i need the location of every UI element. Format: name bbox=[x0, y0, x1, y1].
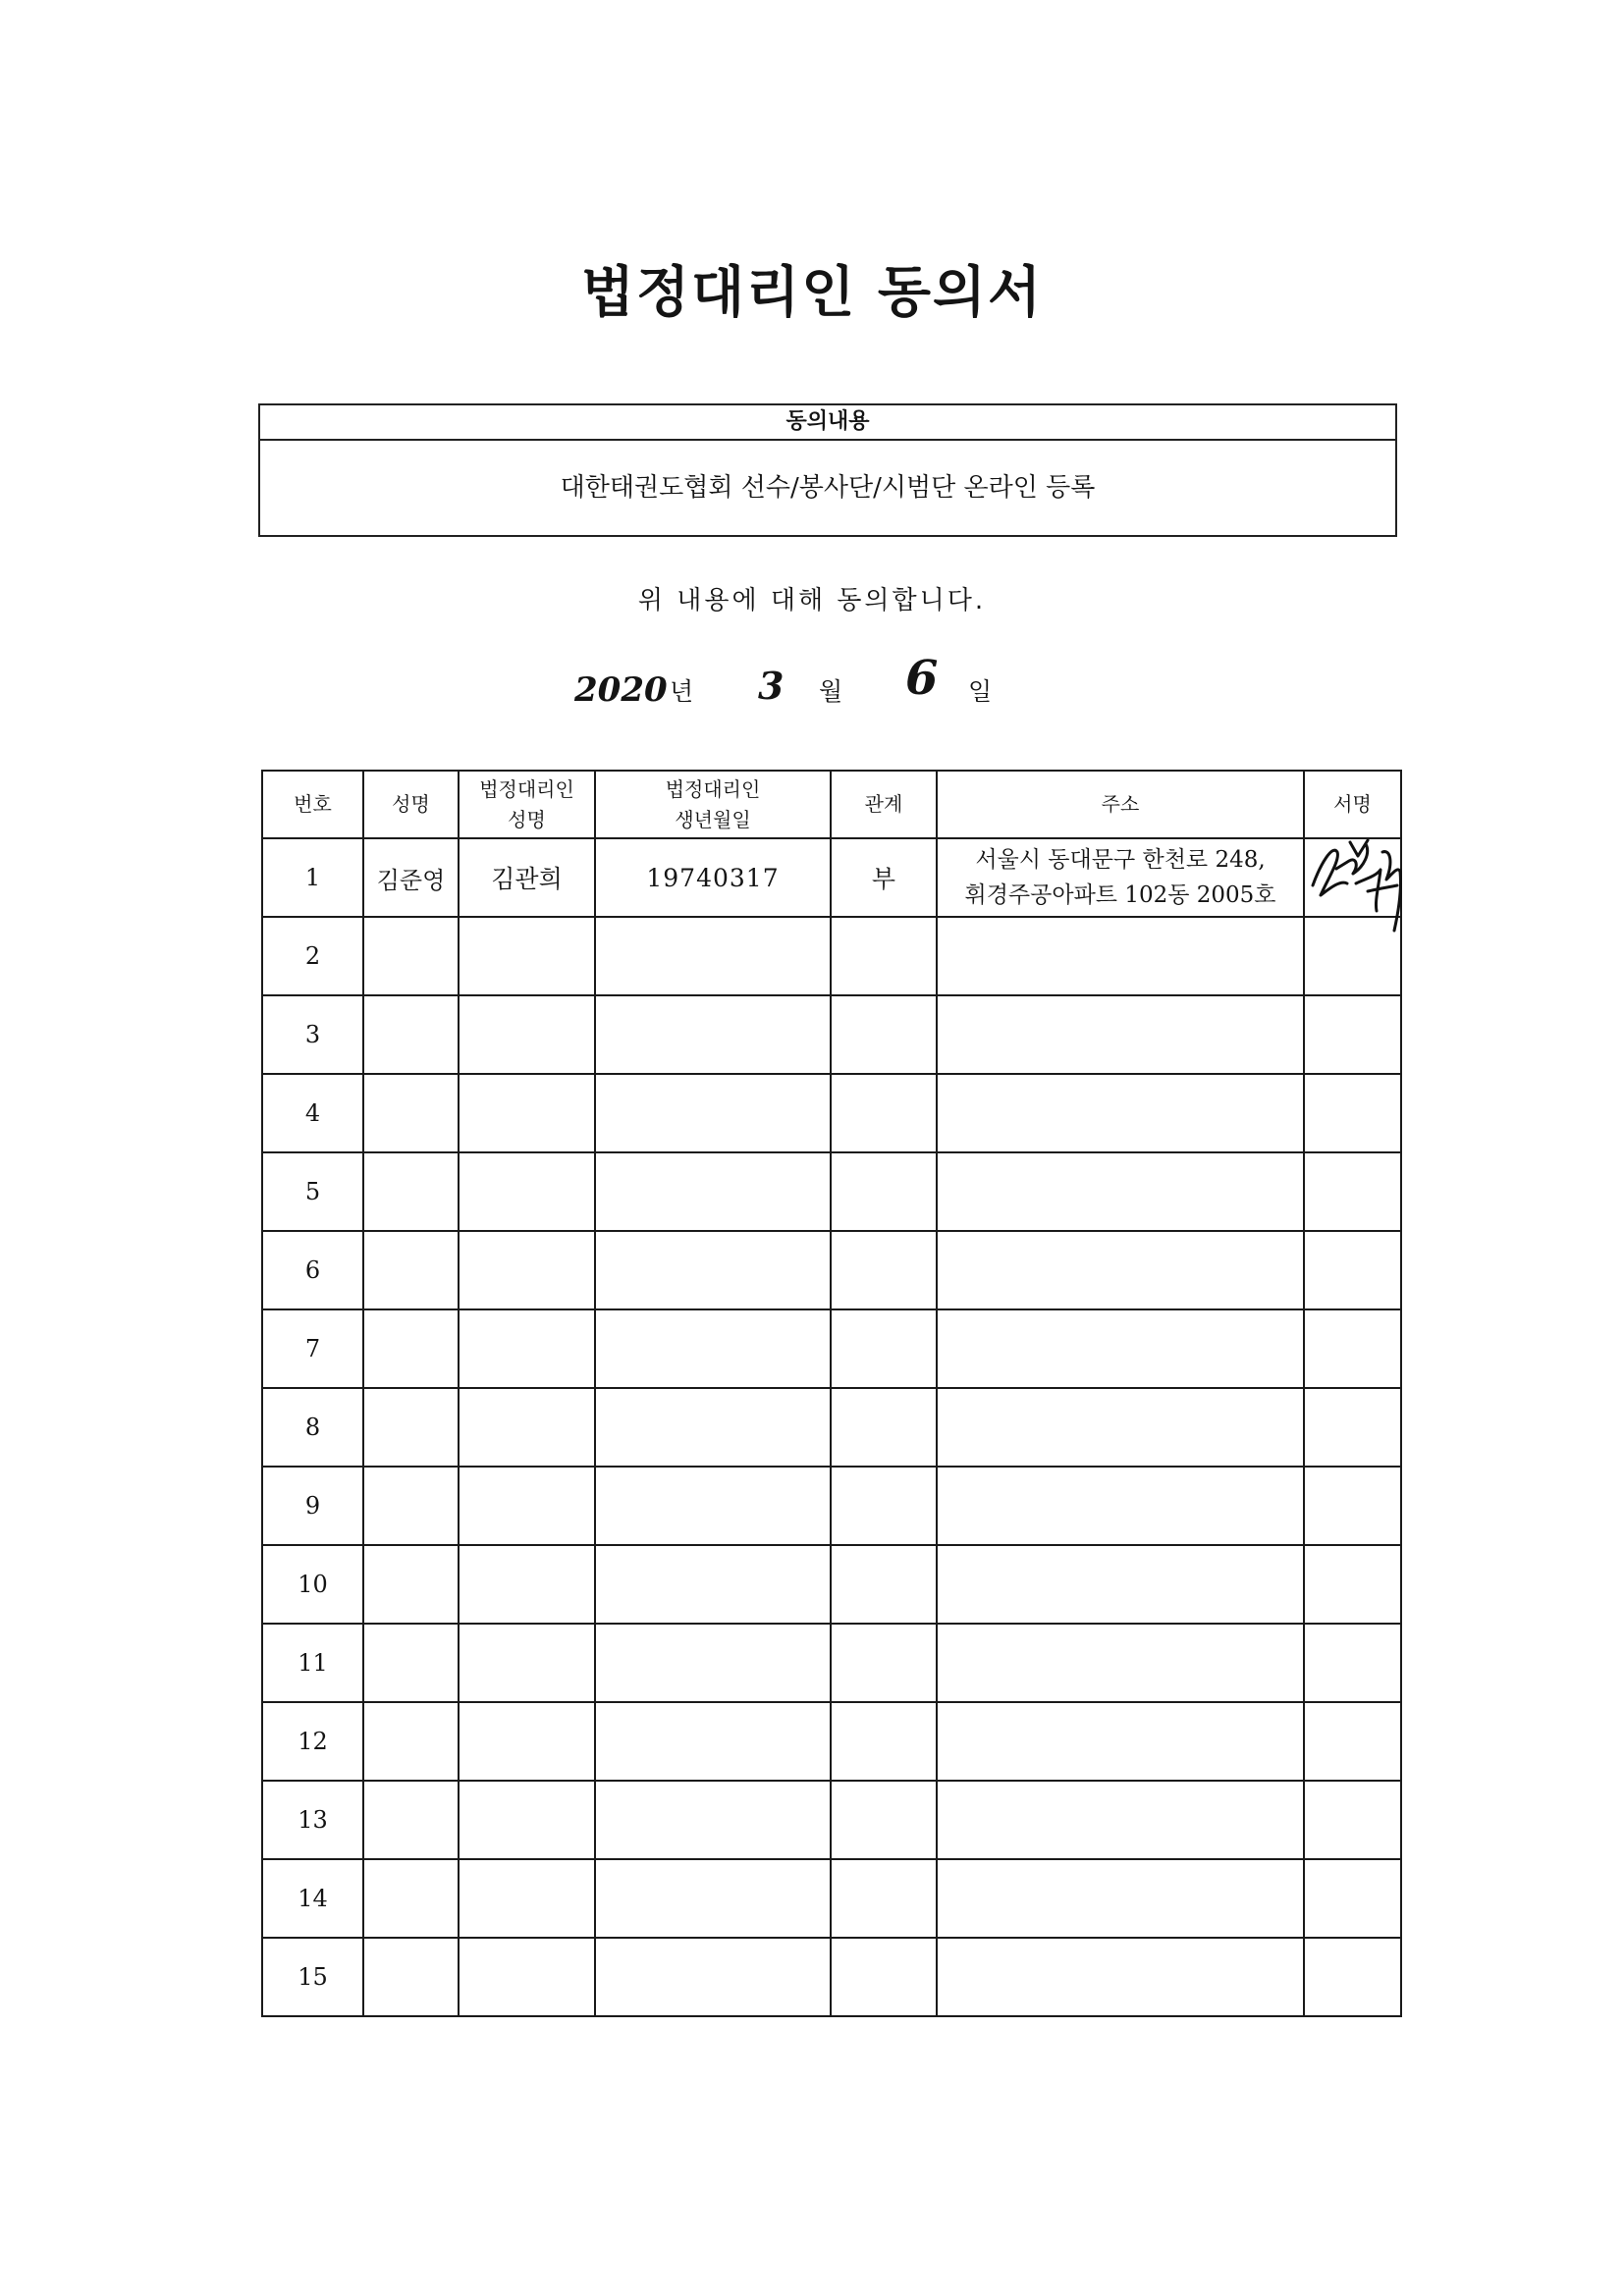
cell-rep-name bbox=[459, 1467, 595, 1545]
cell-number: 10 bbox=[262, 1545, 363, 1624]
cell-rep-name bbox=[459, 1545, 595, 1624]
consent-content: 대한태권도협회 선수/봉사단/시범단 온라인 등록 bbox=[560, 473, 1096, 503]
cell-address: 서울시 동대문구 한천로 248, 휘경주공아파트 102동 2005호 bbox=[937, 838, 1304, 917]
table-row bbox=[262, 1545, 1401, 1624]
cell-rep-birth bbox=[595, 1938, 831, 2016]
cell-rep-birth bbox=[595, 995, 831, 1074]
cell-rep-birth bbox=[595, 1231, 831, 1309]
cell-relation bbox=[831, 1781, 937, 1859]
table-row bbox=[262, 1702, 1401, 1781]
cell-address bbox=[937, 1152, 1304, 1231]
cell-number: 14 bbox=[262, 1859, 363, 1938]
cell-name bbox=[363, 1152, 459, 1231]
consent-box bbox=[258, 403, 1397, 537]
cell-name: 김준영 bbox=[363, 838, 459, 917]
cell-rep-name bbox=[459, 1859, 595, 1938]
cell-number: 5 bbox=[262, 1152, 363, 1231]
header-address: 주소 bbox=[937, 771, 1304, 838]
cell-name bbox=[363, 917, 459, 995]
table-row bbox=[262, 1938, 1401, 2016]
header-relation: 관계 bbox=[831, 771, 937, 838]
cell-rep-birth: 19740317 bbox=[595, 838, 831, 917]
cell-relation bbox=[831, 1152, 937, 1231]
cell-rep-birth bbox=[595, 1074, 831, 1152]
cell-address bbox=[937, 1231, 1304, 1309]
cell-number: 7 bbox=[262, 1309, 363, 1388]
cell-name bbox=[363, 1388, 459, 1467]
table-row bbox=[262, 917, 1401, 995]
document-title: 법정대리인 동의서 bbox=[580, 261, 1044, 325]
cell-relation bbox=[831, 1388, 937, 1467]
cell-address bbox=[937, 1624, 1304, 1702]
cell-number: 8 bbox=[262, 1388, 363, 1467]
table-row bbox=[262, 1467, 1401, 1545]
cell-name bbox=[363, 995, 459, 1074]
cell-number: 3 bbox=[262, 995, 363, 1074]
cell-signature bbox=[1304, 1545, 1401, 1624]
cell-address bbox=[937, 1781, 1304, 1859]
header-rep-birth: 법정대리인 생년월일 bbox=[595, 771, 831, 838]
cell-rep-name bbox=[459, 1781, 595, 1859]
cell-relation bbox=[831, 917, 937, 995]
table-row bbox=[262, 1624, 1401, 1702]
header-name: 성명 bbox=[363, 771, 459, 838]
cell-signature bbox=[1304, 1074, 1401, 1152]
cell-relation bbox=[831, 1467, 937, 1545]
cell-rep-name bbox=[459, 1309, 595, 1388]
cell-signature bbox=[1304, 1231, 1401, 1309]
agreement-statement: 위 내용에 대해 동의합니다. bbox=[637, 586, 987, 615]
cell-rep-name: 김관희 bbox=[459, 838, 595, 917]
date-day-unit: 일 bbox=[968, 677, 993, 706]
cell-signature bbox=[1304, 838, 1401, 917]
table-row bbox=[262, 1388, 1401, 1467]
cell-address bbox=[937, 917, 1304, 995]
table-row bbox=[262, 1859, 1401, 1938]
cell-signature bbox=[1304, 1467, 1401, 1545]
cell-address bbox=[937, 1545, 1304, 1624]
cell-rep-birth bbox=[595, 917, 831, 995]
cell-address bbox=[937, 995, 1304, 1074]
header-rep-name: 법정대리인 성명 bbox=[459, 771, 595, 838]
table-header bbox=[262, 771, 1401, 838]
cell-number: 15 bbox=[262, 1938, 363, 2016]
cell-rep-name bbox=[459, 1702, 595, 1781]
cell-rep-birth bbox=[595, 1388, 831, 1467]
cell-rep-name bbox=[459, 1231, 595, 1309]
cell-relation bbox=[831, 1309, 937, 1388]
cell-rep-birth bbox=[595, 1859, 831, 1938]
cell-signature bbox=[1304, 1624, 1401, 1702]
cell-name bbox=[363, 1467, 459, 1545]
cell-number: 1 bbox=[262, 838, 363, 917]
cell-rep-birth bbox=[595, 1545, 831, 1624]
cell-address bbox=[937, 1388, 1304, 1467]
cell-name bbox=[363, 1231, 459, 1309]
date-year: 2020 bbox=[574, 670, 668, 710]
cell-address bbox=[937, 1467, 1304, 1545]
cell-signature bbox=[1304, 917, 1401, 995]
cell-address bbox=[937, 1859, 1304, 1938]
cell-rep-name bbox=[459, 1074, 595, 1152]
cell-name bbox=[363, 1074, 459, 1152]
cell-relation bbox=[831, 1702, 937, 1781]
table-row bbox=[262, 995, 1401, 1074]
cell-relation bbox=[831, 1545, 937, 1624]
cell-relation bbox=[831, 1074, 937, 1152]
table-row bbox=[262, 1152, 1401, 1231]
table-header-row bbox=[262, 771, 1401, 838]
cell-rep-birth bbox=[595, 1467, 831, 1545]
cell-rep-name bbox=[459, 1938, 595, 2016]
cell-rep-birth bbox=[595, 1781, 831, 1859]
cell-signature bbox=[1304, 1781, 1401, 1859]
cell-signature bbox=[1304, 1938, 1401, 2016]
cell-number: 4 bbox=[262, 1074, 363, 1152]
consent-header: 동의내용 bbox=[260, 405, 1395, 441]
cell-number: 6 bbox=[262, 1231, 363, 1309]
cell-name bbox=[363, 1309, 459, 1388]
cell-number: 12 bbox=[262, 1702, 363, 1781]
cell-signature bbox=[1304, 1309, 1401, 1388]
cell-name bbox=[363, 1781, 459, 1859]
cell-signature bbox=[1304, 1388, 1401, 1467]
cell-number: 11 bbox=[262, 1624, 363, 1702]
cell-rep-name bbox=[459, 917, 595, 995]
date-month: 3 bbox=[758, 664, 785, 708]
cell-relation: 부 bbox=[831, 838, 937, 917]
cell-rep-name bbox=[459, 1388, 595, 1467]
date-month-unit: 월 bbox=[819, 677, 843, 706]
date-day: 6 bbox=[905, 651, 939, 706]
cell-address bbox=[937, 1938, 1304, 2016]
cell-name bbox=[363, 1545, 459, 1624]
cell-rep-birth bbox=[595, 1309, 831, 1388]
date-year-unit: 년 bbox=[670, 677, 694, 706]
cell-rep-name bbox=[459, 1152, 595, 1231]
cell-number: 13 bbox=[262, 1781, 363, 1859]
cell-rep-birth bbox=[595, 1624, 831, 1702]
cell-address bbox=[937, 1074, 1304, 1152]
cell-name bbox=[363, 1624, 459, 1702]
table-row bbox=[262, 1231, 1401, 1309]
table-row bbox=[262, 838, 1401, 917]
cell-rep-birth bbox=[595, 1152, 831, 1231]
cell-name bbox=[363, 1938, 459, 2016]
cell-number: 9 bbox=[262, 1467, 363, 1545]
cell-relation bbox=[831, 1859, 937, 1938]
cell-signature bbox=[1304, 1859, 1401, 1938]
cell-name bbox=[363, 1702, 459, 1781]
cell-rep-name bbox=[459, 995, 595, 1074]
table-row bbox=[262, 1781, 1401, 1859]
cell-rep-birth bbox=[595, 1702, 831, 1781]
cell-signature bbox=[1304, 1152, 1401, 1231]
cell-number: 2 bbox=[262, 917, 363, 995]
cell-rep-name bbox=[459, 1624, 595, 1702]
table-row bbox=[262, 1074, 1401, 1152]
cell-relation bbox=[831, 1938, 937, 2016]
cell-relation bbox=[831, 995, 937, 1074]
header-signature: 서명 bbox=[1304, 771, 1401, 838]
header-number: 번호 bbox=[262, 771, 363, 838]
table-body bbox=[262, 838, 1401, 2016]
cell-relation bbox=[831, 1624, 937, 1702]
cell-address bbox=[937, 1309, 1304, 1388]
cell-signature bbox=[1304, 1702, 1401, 1781]
cell-name bbox=[363, 1859, 459, 1938]
representative-table bbox=[261, 770, 1402, 2017]
table-row bbox=[262, 1309, 1401, 1388]
cell-signature bbox=[1304, 995, 1401, 1074]
cell-relation bbox=[831, 1231, 937, 1309]
cell-address bbox=[937, 1702, 1304, 1781]
